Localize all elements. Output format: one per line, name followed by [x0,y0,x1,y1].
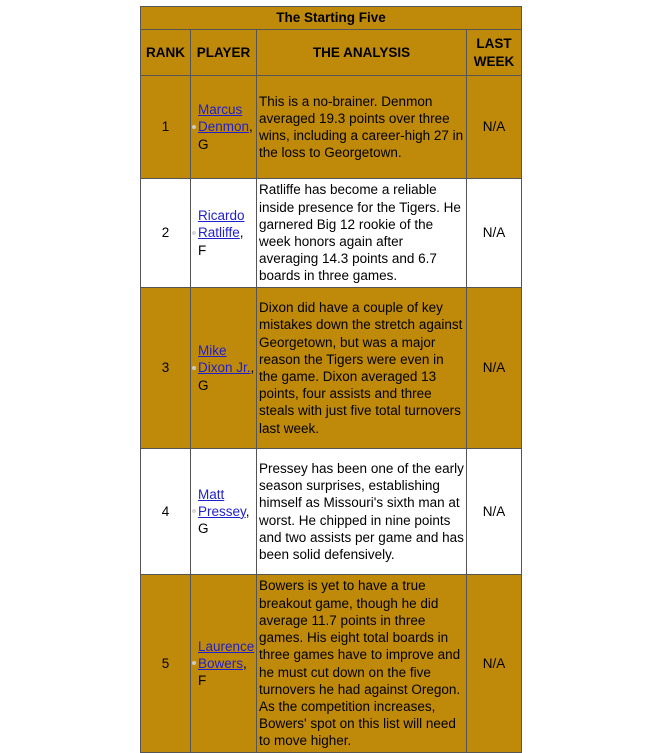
player-position: G [198,521,209,537]
player-cell: Matt Pressey, G [191,449,257,575]
table-title: The Starting Five [141,7,522,30]
analysis-cell: Pressey has been one of the early season surprises, establishing himself as Missouri's sixth man at worst. He chipped in nine points and two assists per game and has been solid defensively. [257,449,467,575]
player-header: PLAYER [191,30,257,76]
header-row [141,30,522,76]
analysis-cell: Dixon did have a couple of key mistakes down the stretch against Georgetown, but was a major reason the Tigers were even in the game. Dixon averaged 13 points, four assists and three steals with just five total turnovers last week. [257,288,467,449]
player-link-marcus-denmon[interactable]: Marcus Denmon [198,102,250,135]
player-link-mike-dixon-jr[interactable]: Mike Dixon Jr. [198,343,251,376]
player-link-matt-pressey[interactable]: Matt Pressey [198,486,246,519]
rank-cell: 5 [141,575,191,753]
player-position: G [198,377,209,393]
starting-five-table [140,6,522,753]
bullet-icon [192,366,196,370]
last-week-header: LAST WEEK [467,30,522,76]
last-week-cell: N/A [467,449,522,575]
table-row [141,575,522,753]
rank-cell: 1 [141,76,191,179]
table-row [141,449,522,575]
player-position: F [198,242,207,258]
last-week-cell: N/A [467,76,522,179]
table-row [141,76,522,179]
rank-header: RANK [141,30,191,76]
last-week-cell: N/A [467,575,522,753]
player-link-ricardo-ratliffe[interactable]: Ricardo Ratliffe [198,208,245,241]
player-cell: Laurence Bowers, F [191,575,257,753]
bullet-icon [192,509,196,513]
table-row [141,288,522,449]
analysis-cell: This is a no-brainer. Denmon averaged 19.3 points over three wins, including a career-high 27 in the loss to Georgetown. [257,76,467,179]
analysis-cell: Ratliffe has become a reliable inside presence for the Tigers. He garnered Big 12 rookie of the week honors again after averaging 14.3 points and 6.7 boards in three games. [257,179,467,288]
table-row [141,179,522,288]
player-cell: Mike Dixon Jr., G [191,288,257,449]
bullet-icon [192,231,196,235]
player-cell: Marcus Denmon, G [191,76,257,179]
analysis-cell: Bowers is yet to have a true breakout game, though he did average 11.7 points in three games. His eight total boards in three games have to improve and he must cut down on the five turnovers he had against Oregon. As the competition increases, Bowers' spot on this list will need to move higher. [257,575,467,753]
player-cell: Ricardo Ratliffe, F [191,179,257,288]
player-link-laurence-bowers[interactable]: Laurence Bowers [198,638,255,671]
bullet-icon [192,661,196,665]
rank-cell: 4 [141,449,191,575]
analysis-header: THE ANALYSIS [257,30,467,76]
last-week-cell: N/A [467,288,522,449]
last-week-cell: N/A [467,179,522,288]
player-position: F [198,673,207,689]
rank-cell: 2 [141,179,191,288]
rank-cell: 3 [141,288,191,449]
bullet-icon [192,125,196,129]
player-position: G [198,136,209,152]
